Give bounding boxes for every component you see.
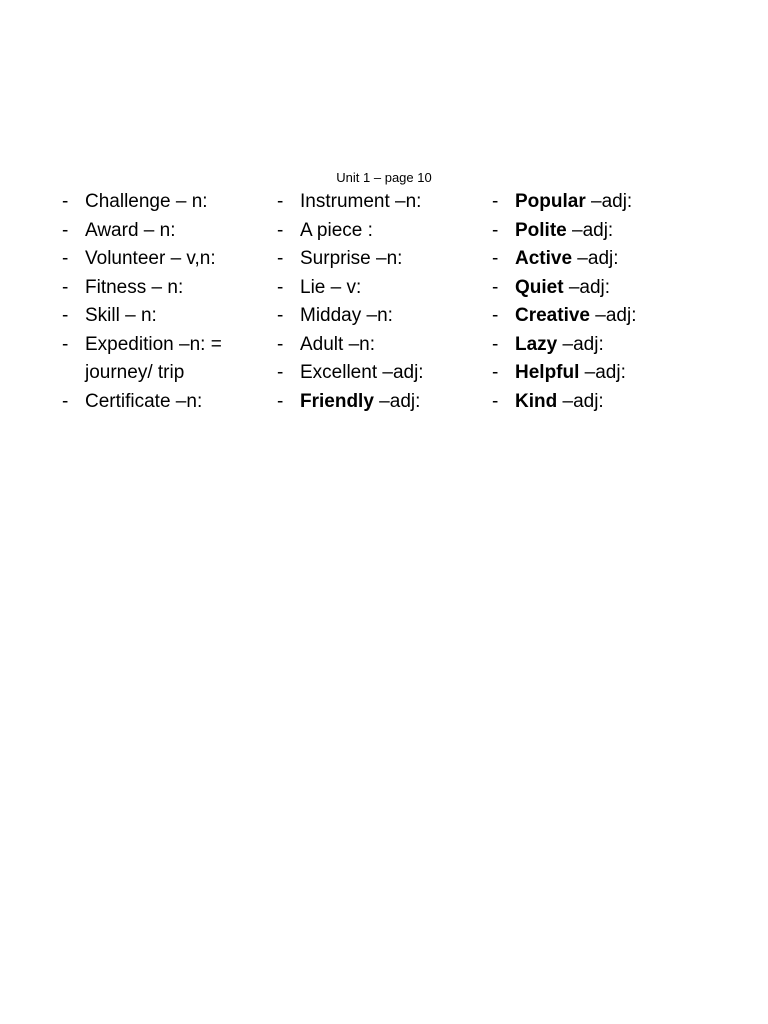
- vocab-term: Popular: [515, 191, 586, 212]
- vocab-item: [492, 388, 692, 417]
- vocab-item: [277, 359, 477, 388]
- vocab-item: [277, 245, 477, 274]
- vocab-item: [62, 245, 262, 274]
- vocab-term: Certificate: [85, 390, 171, 412]
- vocab-part-of-speech: –adj:: [579, 362, 626, 383]
- list-bullet: -: [492, 333, 499, 355]
- vocab-item: [492, 274, 692, 303]
- vocab-part-of-speech: –adj:: [373, 390, 421, 412]
- vocab-item: [277, 274, 477, 303]
- vocab-part-of-speech: –n:: [370, 248, 403, 269]
- vocab-term: Kind: [515, 390, 558, 412]
- vocab-term: Expedition: [85, 333, 174, 355]
- vocab-term: Instrument: [300, 191, 390, 212]
- vocab-item: [492, 302, 692, 331]
- list-bullet: -: [62, 191, 69, 212]
- list-bullet: -: [277, 219, 284, 241]
- list-bullet: -: [492, 390, 499, 412]
- vocab-term: Adult: [300, 333, 344, 355]
- list-bullet: -: [62, 248, 69, 269]
- vocab-part-of-speech: –adj:: [377, 362, 424, 383]
- vocab-part-of-speech: – v,n:: [165, 248, 216, 269]
- vocab-item: [62, 188, 262, 217]
- vocab-item: [277, 388, 477, 417]
- vocab-item: [277, 188, 477, 217]
- vocab-part-of-speech: – n:: [146, 276, 184, 298]
- vocab-part-of-speech: –adj:: [585, 191, 633, 212]
- vocab-term: Volunteer: [85, 248, 166, 269]
- list-bullet: -: [62, 219, 69, 241]
- vocab-item: [492, 217, 692, 246]
- vocab-part-of-speech: –n:: [361, 305, 393, 326]
- vocab-part-of-speech: –n:: [170, 390, 203, 412]
- list-bullet: -: [492, 276, 499, 298]
- vocab-term: Midday: [300, 305, 362, 326]
- vocab-part-of-speech: –adj:: [557, 390, 604, 412]
- vocab-part-of-speech: –adj:: [572, 248, 619, 269]
- vocab-part-of-speech: –n: =: [173, 333, 222, 355]
- vocab-item: [62, 302, 262, 331]
- vocab-term: A piece: [300, 219, 363, 241]
- vocab-term: Lazy: [515, 333, 558, 355]
- vocab-item: [277, 217, 477, 246]
- list-bullet: -: [277, 248, 284, 269]
- list-bullet: -: [492, 191, 499, 212]
- vocab-column-1: [62, 188, 262, 416]
- vocab-part-of-speech: – n:: [119, 305, 157, 326]
- vocab-part-of-speech: – n:: [138, 219, 176, 241]
- list-bullet: -: [277, 390, 284, 412]
- list-bullet: -: [62, 333, 69, 355]
- vocab-part-of-speech: :: [362, 219, 373, 241]
- vocab-part-of-speech: –n:: [343, 333, 376, 355]
- vocab-term: Fitness: [85, 276, 147, 298]
- vocab-item: [492, 331, 692, 360]
- vocab-definition: journey/ trip: [85, 362, 185, 383]
- vocab-item: [62, 331, 262, 388]
- vocab-item: [62, 274, 262, 303]
- vocab-term: Active: [515, 248, 573, 269]
- vocab-column-3: [492, 188, 692, 416]
- vocab-term: Helpful: [515, 362, 580, 383]
- vocab-part-of-speech: –adj:: [566, 219, 614, 241]
- vocab-term: Quiet: [515, 276, 564, 298]
- list-bullet: -: [62, 276, 69, 298]
- list-bullet: -: [277, 191, 284, 212]
- list-bullet: -: [492, 362, 499, 383]
- list-bullet: -: [492, 248, 499, 269]
- vocab-term: Challenge: [85, 191, 171, 212]
- vocab-column-2: [277, 188, 477, 416]
- list-bullet: -: [277, 276, 284, 298]
- vocab-part-of-speech: –adj:: [590, 305, 637, 326]
- vocab-item: [277, 302, 477, 331]
- vocab-item: [492, 188, 692, 217]
- vocab-part-of-speech: – v:: [325, 276, 362, 298]
- list-bullet: -: [492, 219, 499, 241]
- vocab-term: Excellent: [300, 362, 378, 383]
- vocab-term: Polite: [515, 219, 567, 241]
- vocab-term: Friendly: [300, 390, 374, 412]
- vocab-term: Award: [85, 219, 139, 241]
- vocab-item: [492, 245, 692, 274]
- vocab-part-of-speech: –adj:: [557, 333, 604, 355]
- list-bullet: -: [62, 305, 69, 326]
- list-bullet: -: [492, 305, 499, 326]
- vocab-item: [492, 359, 692, 388]
- list-bullet: -: [62, 390, 69, 412]
- vocab-part-of-speech: –adj:: [563, 276, 611, 298]
- list-bullet: -: [277, 333, 284, 355]
- vocab-part-of-speech: – n:: [170, 191, 208, 212]
- vocab-term: Skill: [85, 305, 120, 326]
- vocab-term: Lie: [300, 276, 326, 298]
- vocab-term: Surprise: [300, 248, 371, 269]
- vocab-item: [277, 331, 477, 360]
- page-title: Unit 1 – page 10: [336, 170, 432, 185]
- list-bullet: -: [277, 305, 284, 326]
- vocab-part-of-speech: –n:: [389, 191, 422, 212]
- vocab-item: [62, 217, 262, 246]
- vocab-item: [62, 388, 262, 417]
- list-bullet: -: [277, 362, 284, 383]
- vocab-term: Creative: [515, 305, 590, 326]
